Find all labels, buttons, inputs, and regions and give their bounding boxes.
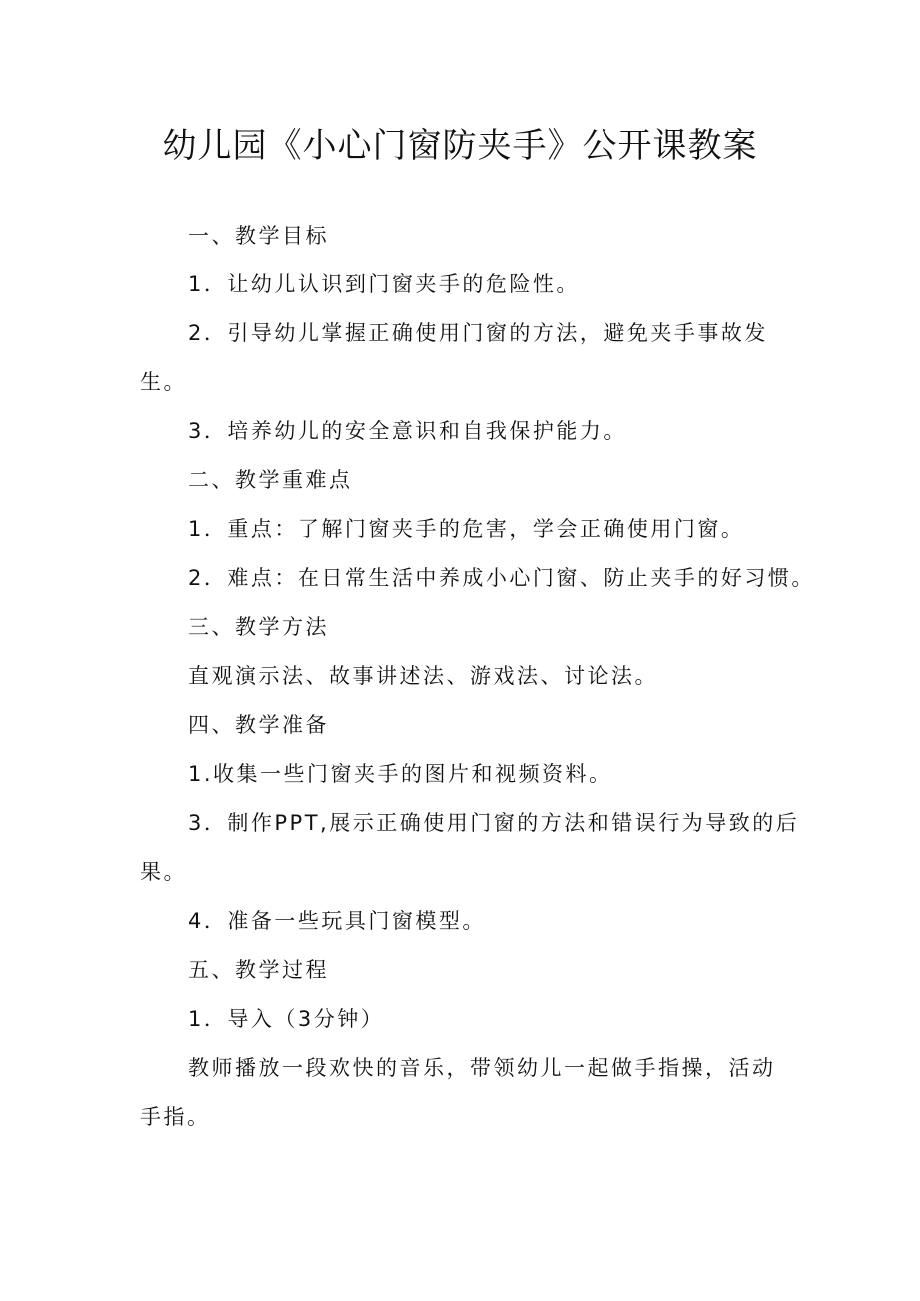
document-title: 幼儿园《小心门窗防夹手》公开课教案 [162, 126, 758, 166]
preparation-item-1: 1.收集一些门窗夹手的图片和视频资料。 [188, 762, 613, 786]
key-point-item-1: 1．重点：了解门窗夹手的危害，学会正确使用门窗。 [188, 517, 745, 541]
key-point-item-2: 2．难点：在日常生活中养成小心门窗、防止夹手的好习惯。 [188, 566, 815, 590]
process-step-1-heading: 1．导入（3分钟） [188, 1007, 385, 1031]
section-heading-preparation: 四、教学准备 [188, 713, 329, 737]
section-heading-process: 五、教学过程 [188, 958, 329, 982]
process-step-1-text: 教师播放一段欢快的音乐，带领幼儿一起做手指操，活动 [188, 1056, 776, 1080]
objective-item-1: 1．让幼儿认识到门窗夹手的危险性。 [188, 272, 580, 296]
preparation-item-4: 4．准备一些玩具门窗模型。 [188, 909, 486, 933]
section-heading-methods: 三、教学方法 [188, 615, 329, 639]
objective-item-3: 3．培养幼儿的安全意识和自我保护能力。 [188, 419, 627, 443]
preparation-item-3: 3．制作PPT,展示正确使用门窗的方法和错误行为导致的后 [188, 811, 800, 835]
process-step-1-text-continued: 手指。 [140, 1105, 211, 1129]
section-heading-objectives: 一、教学目标 [188, 224, 329, 248]
objective-item-2-continued: 生。 [140, 370, 187, 394]
methods-text: 直观演示法、故事讲述法、游戏法、讨论法。 [188, 664, 658, 688]
preparation-item-3-continued: 果。 [140, 860, 187, 884]
objective-item-2: 2．引导幼儿掌握正确使用门窗的方法，避免夹手事故发 [188, 321, 768, 345]
section-heading-key-points: 二、教学重难点 [188, 468, 353, 492]
